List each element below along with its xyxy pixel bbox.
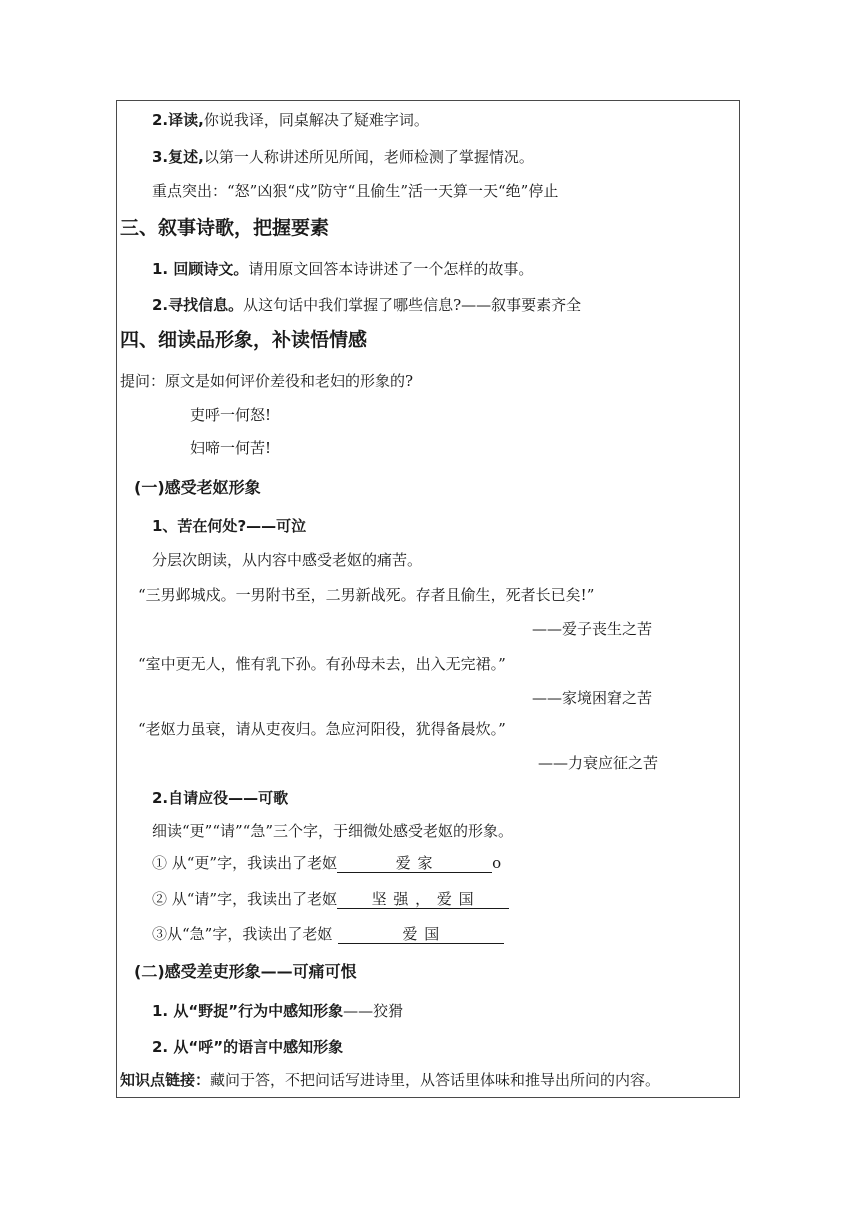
heading-section-four: 四、细读品形象，补读悟情感 [120, 329, 368, 351]
fill-item-3-answer: 爱 国 [338, 925, 504, 944]
poem-quote-1: “三男邺城戍。一男附书至，二男新战死。存者且偷生，死者长已矣!” [138, 586, 595, 604]
heading-section-three: 三、叙事诗歌，把握要素 [120, 217, 330, 239]
step-retell [152, 147, 534, 167]
poem-note-2: ——家境困窘之苦 [531, 689, 652, 707]
fill-item-3-prompt: ③从“急”字，我读出了老妪 [152, 925, 333, 943]
official-item-1 [152, 1001, 403, 1021]
sub-heading-suffering: 1、苦在何处?——可泣 [152, 517, 307, 535]
sub-heading-volunteer: 2.自请应役——可歌 [152, 789, 289, 807]
quote-official: 吏呼一何怒! [190, 406, 272, 424]
poem-quote-2: “室中更无人，惟有乳下孙。有孙母未去，出入无完裙。” [138, 655, 506, 673]
step-translate [152, 110, 429, 130]
step-retell-label: 3.复述, [152, 148, 204, 166]
poem-note-1: ——爱子丧生之苦 [531, 620, 652, 638]
fill-item-2 [152, 889, 509, 909]
fill-item-1 [152, 853, 501, 873]
s3-item-2 [152, 295, 581, 315]
s3-item-1-label: 1. 回顾诗文。 [152, 260, 249, 278]
key-points: 重点突出：“怒”凶狠“戍”防守“且偷生”活一天算一天“绝”停止 [152, 182, 559, 200]
heading-old-woman: (一)感受老妪形象 [134, 478, 261, 497]
step-translate-text: 你说我译，同桌解决了疑难字词。 [203, 111, 429, 129]
poem-note-3: ——力衰应征之苦 [537, 754, 658, 772]
fill-item-2-prompt: ② 从“请”字，我读出了老妪 [152, 890, 338, 908]
question: 提问：原文是如何评价差役和老妇的形象的? [120, 372, 414, 390]
step-retell-text: 以第一人称讲述所见所闻，老师检测了掌握情况。 [203, 148, 534, 166]
knowledge-link-label: 知识点链接： [120, 1071, 211, 1089]
fill-item-1-prompt: ① 从“更”字，我读出了老妪 [152, 854, 338, 872]
fill-item-3 [152, 924, 504, 944]
step-translate-label: 2.译读, [152, 111, 204, 129]
fill-item-2-answer: 坚 强 ， 爱 国 [337, 890, 509, 909]
quote-woman: 妇啼一何苦! [190, 439, 272, 457]
s3-item-1-text: 请用原文回答本诗讲述了一个怎样的故事。 [248, 260, 534, 278]
s3-item-2-label: 2.寻找信息。 [152, 296, 244, 314]
knowledge-link-text: 藏问于答，不把问话写进诗里，从答话里体味和推导出所问的内容。 [210, 1071, 661, 1089]
suffering-desc: 分层次朗读，从内容中感受老妪的痛苦。 [152, 551, 423, 569]
official-item-2: 2. 从“呼”的语言中感知形象 [152, 1038, 344, 1056]
fill-item-1-answer: 爱 家 [337, 854, 492, 873]
s3-item-2-text: 从这句话中我们掌握了哪些信息?——叙事要素齐全 [243, 296, 582, 314]
poem-quote-3: “老妪力虽衰，请从吏夜归。急应河阳役，犹得备晨炊。” [138, 720, 506, 738]
volunteer-desc: 细读“更”“请”“急”三个字，于细微处感受老妪的形象。 [152, 822, 514, 840]
s3-item-1 [152, 259, 533, 279]
fill-item-1-end: o [492, 854, 502, 872]
heading-official: (二)感受差吏形象——可痛可恨 [134, 962, 357, 981]
knowledge-link [120, 1070, 660, 1090]
official-item-1-text: ——狡猾 [343, 1002, 404, 1020]
official-item-1-label: 1. 从“野捉”行为中感知形象 [152, 1002, 344, 1020]
